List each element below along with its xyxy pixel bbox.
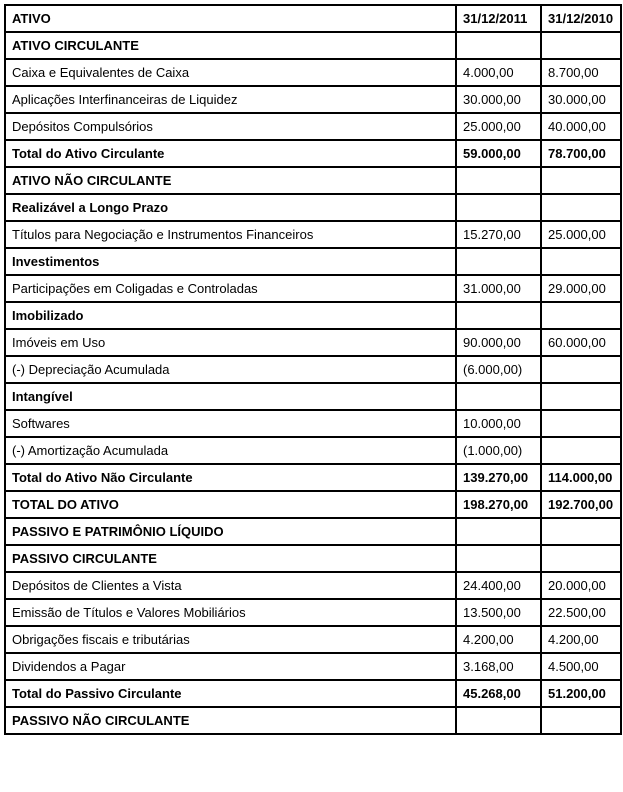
row-label: TOTAL DO ATIVO (5, 491, 456, 518)
value-2010: 25.000,00 (541, 221, 621, 248)
row-label: PASSIVO NÃO CIRCULANTE (5, 707, 456, 734)
row-label: Total do Ativo Não Circulante (5, 464, 456, 491)
value-2011: 3.168,00 (456, 653, 541, 680)
row-label: Investimentos (5, 248, 456, 275)
value-2011 (456, 707, 541, 734)
table-row-section-investimentos (5, 248, 621, 275)
table-row-total-do-ativo (5, 491, 621, 518)
row-label: Imóveis em Uso (5, 329, 456, 356)
value-2011 (456, 194, 541, 221)
row-label: PASSIVO CIRCULANTE (5, 545, 456, 572)
value-2011: (1.000,00) (456, 437, 541, 464)
value-2011: 15.270,00 (456, 221, 541, 248)
value-2010 (541, 437, 621, 464)
table-row-section-ativo-circulante (5, 32, 621, 59)
row-label: Imobilizado (5, 302, 456, 329)
value-2010: 114.000,00 (541, 464, 621, 491)
row-label: Caixa e Equivalentes de Caixa (5, 59, 456, 86)
row-label: Depósitos de Clientes a Vista (5, 572, 456, 599)
value-2010 (541, 356, 621, 383)
value-2010: 78.700,00 (541, 140, 621, 167)
value-2010 (541, 32, 621, 59)
header-date-2010: 31/12/2010 (541, 5, 621, 32)
row-label: Dividendos a Pagar (5, 653, 456, 680)
value-2010 (541, 248, 621, 275)
row-label: Intangível (5, 383, 456, 410)
value-2010 (541, 383, 621, 410)
value-2011 (456, 518, 541, 545)
value-2011: 24.400,00 (456, 572, 541, 599)
value-2011 (456, 32, 541, 59)
value-2011: 10.000,00 (456, 410, 541, 437)
row-label: Total do Ativo Circulante (5, 140, 456, 167)
row-label: Obrigações fiscais e tributárias (5, 626, 456, 653)
header-ativo: ATIVO (5, 5, 456, 32)
value-2010 (541, 707, 621, 734)
table-row-depreciacao-acumulada (5, 356, 621, 383)
value-2010 (541, 194, 621, 221)
table-row-total-passivo-circulante (5, 680, 621, 707)
value-2011: 25.000,00 (456, 113, 541, 140)
table-header-row (5, 5, 621, 32)
value-2010: 51.200,00 (541, 680, 621, 707)
value-2011: 31.000,00 (456, 275, 541, 302)
value-2010 (541, 545, 621, 572)
value-2011 (456, 302, 541, 329)
value-2011 (456, 383, 541, 410)
value-2010: 30.000,00 (541, 86, 621, 113)
row-label: (-) Amortização Acumulada (5, 437, 456, 464)
value-2011: 45.268,00 (456, 680, 541, 707)
value-2011: 90.000,00 (456, 329, 541, 356)
row-label: (-) Depreciação Acumulada (5, 356, 456, 383)
table-row-section-realizavel-longo-prazo (5, 194, 621, 221)
value-2010 (541, 410, 621, 437)
table-row-amortizacao-acumulada (5, 437, 621, 464)
row-label: Títulos para Negociação e Instrumentos Financeiros (5, 221, 456, 248)
value-2011: 59.000,00 (456, 140, 541, 167)
value-2010 (541, 302, 621, 329)
table-row-section-ativo-nao-circulante (5, 167, 621, 194)
table-row-total-ativo-circulante (5, 140, 621, 167)
value-2011: 4.200,00 (456, 626, 541, 653)
value-2010: 8.700,00 (541, 59, 621, 86)
value-2011 (456, 167, 541, 194)
table-row-obrigacoes-fiscais (5, 626, 621, 653)
table-row-softwares (5, 410, 621, 437)
value-2011: 139.270,00 (456, 464, 541, 491)
table-row-aplicacoes-interfinanceiras (5, 86, 621, 113)
table-row-titulos-negociacao (5, 221, 621, 248)
row-label: Softwares (5, 410, 456, 437)
value-2010: 192.700,00 (541, 491, 621, 518)
row-label: PASSIVO E PATRIMÔNIO LÍQUIDO (5, 518, 456, 545)
table-row-total-ativo-nao-circulante (5, 464, 621, 491)
value-2011 (456, 545, 541, 572)
table-row-emissao-titulos (5, 599, 621, 626)
row-label: Emissão de Títulos e Valores Mobiliários (5, 599, 456, 626)
row-label: ATIVO CIRCULANTE (5, 32, 456, 59)
row-label: ATIVO NÃO CIRCULANTE (5, 167, 456, 194)
row-label: Depósitos Compulsórios (5, 113, 456, 140)
table-row-section-passivo-circulante (5, 545, 621, 572)
value-2010: 4.500,00 (541, 653, 621, 680)
row-label: Total do Passivo Circulante (5, 680, 456, 707)
table-row-depositos-compulsorios (5, 113, 621, 140)
value-2010: 60.000,00 (541, 329, 621, 356)
value-2011: 13.500,00 (456, 599, 541, 626)
balance-sheet-table (4, 4, 622, 735)
table-row-imoveis-em-uso (5, 329, 621, 356)
value-2010: 4.200,00 (541, 626, 621, 653)
row-label: Aplicações Interfinanceiras de Liquidez (5, 86, 456, 113)
value-2011: (6.000,00) (456, 356, 541, 383)
table-row-caixa (5, 59, 621, 86)
table-row-section-passivo-nao-circulante (5, 707, 621, 734)
value-2010 (541, 518, 621, 545)
value-2010 (541, 167, 621, 194)
row-label: Realizável a Longo Prazo (5, 194, 456, 221)
row-label: Participações em Coligadas e Controladas (5, 275, 456, 302)
table-row-section-imobilizado (5, 302, 621, 329)
header-date-2011: 31/12/2011 (456, 5, 541, 32)
table-row-section-intangivel (5, 383, 621, 410)
table-row-participacoes-coligadas (5, 275, 621, 302)
value-2011 (456, 248, 541, 275)
value-2010: 29.000,00 (541, 275, 621, 302)
value-2011: 4.000,00 (456, 59, 541, 86)
table-row-section-passivo-patrimonio-liquido (5, 518, 621, 545)
table-row-depositos-clientes (5, 572, 621, 599)
value-2010: 20.000,00 (541, 572, 621, 599)
table-row-dividendos-a-pagar (5, 653, 621, 680)
value-2010: 22.500,00 (541, 599, 621, 626)
value-2011: 30.000,00 (456, 86, 541, 113)
value-2011: 198.270,00 (456, 491, 541, 518)
value-2010: 40.000,00 (541, 113, 621, 140)
